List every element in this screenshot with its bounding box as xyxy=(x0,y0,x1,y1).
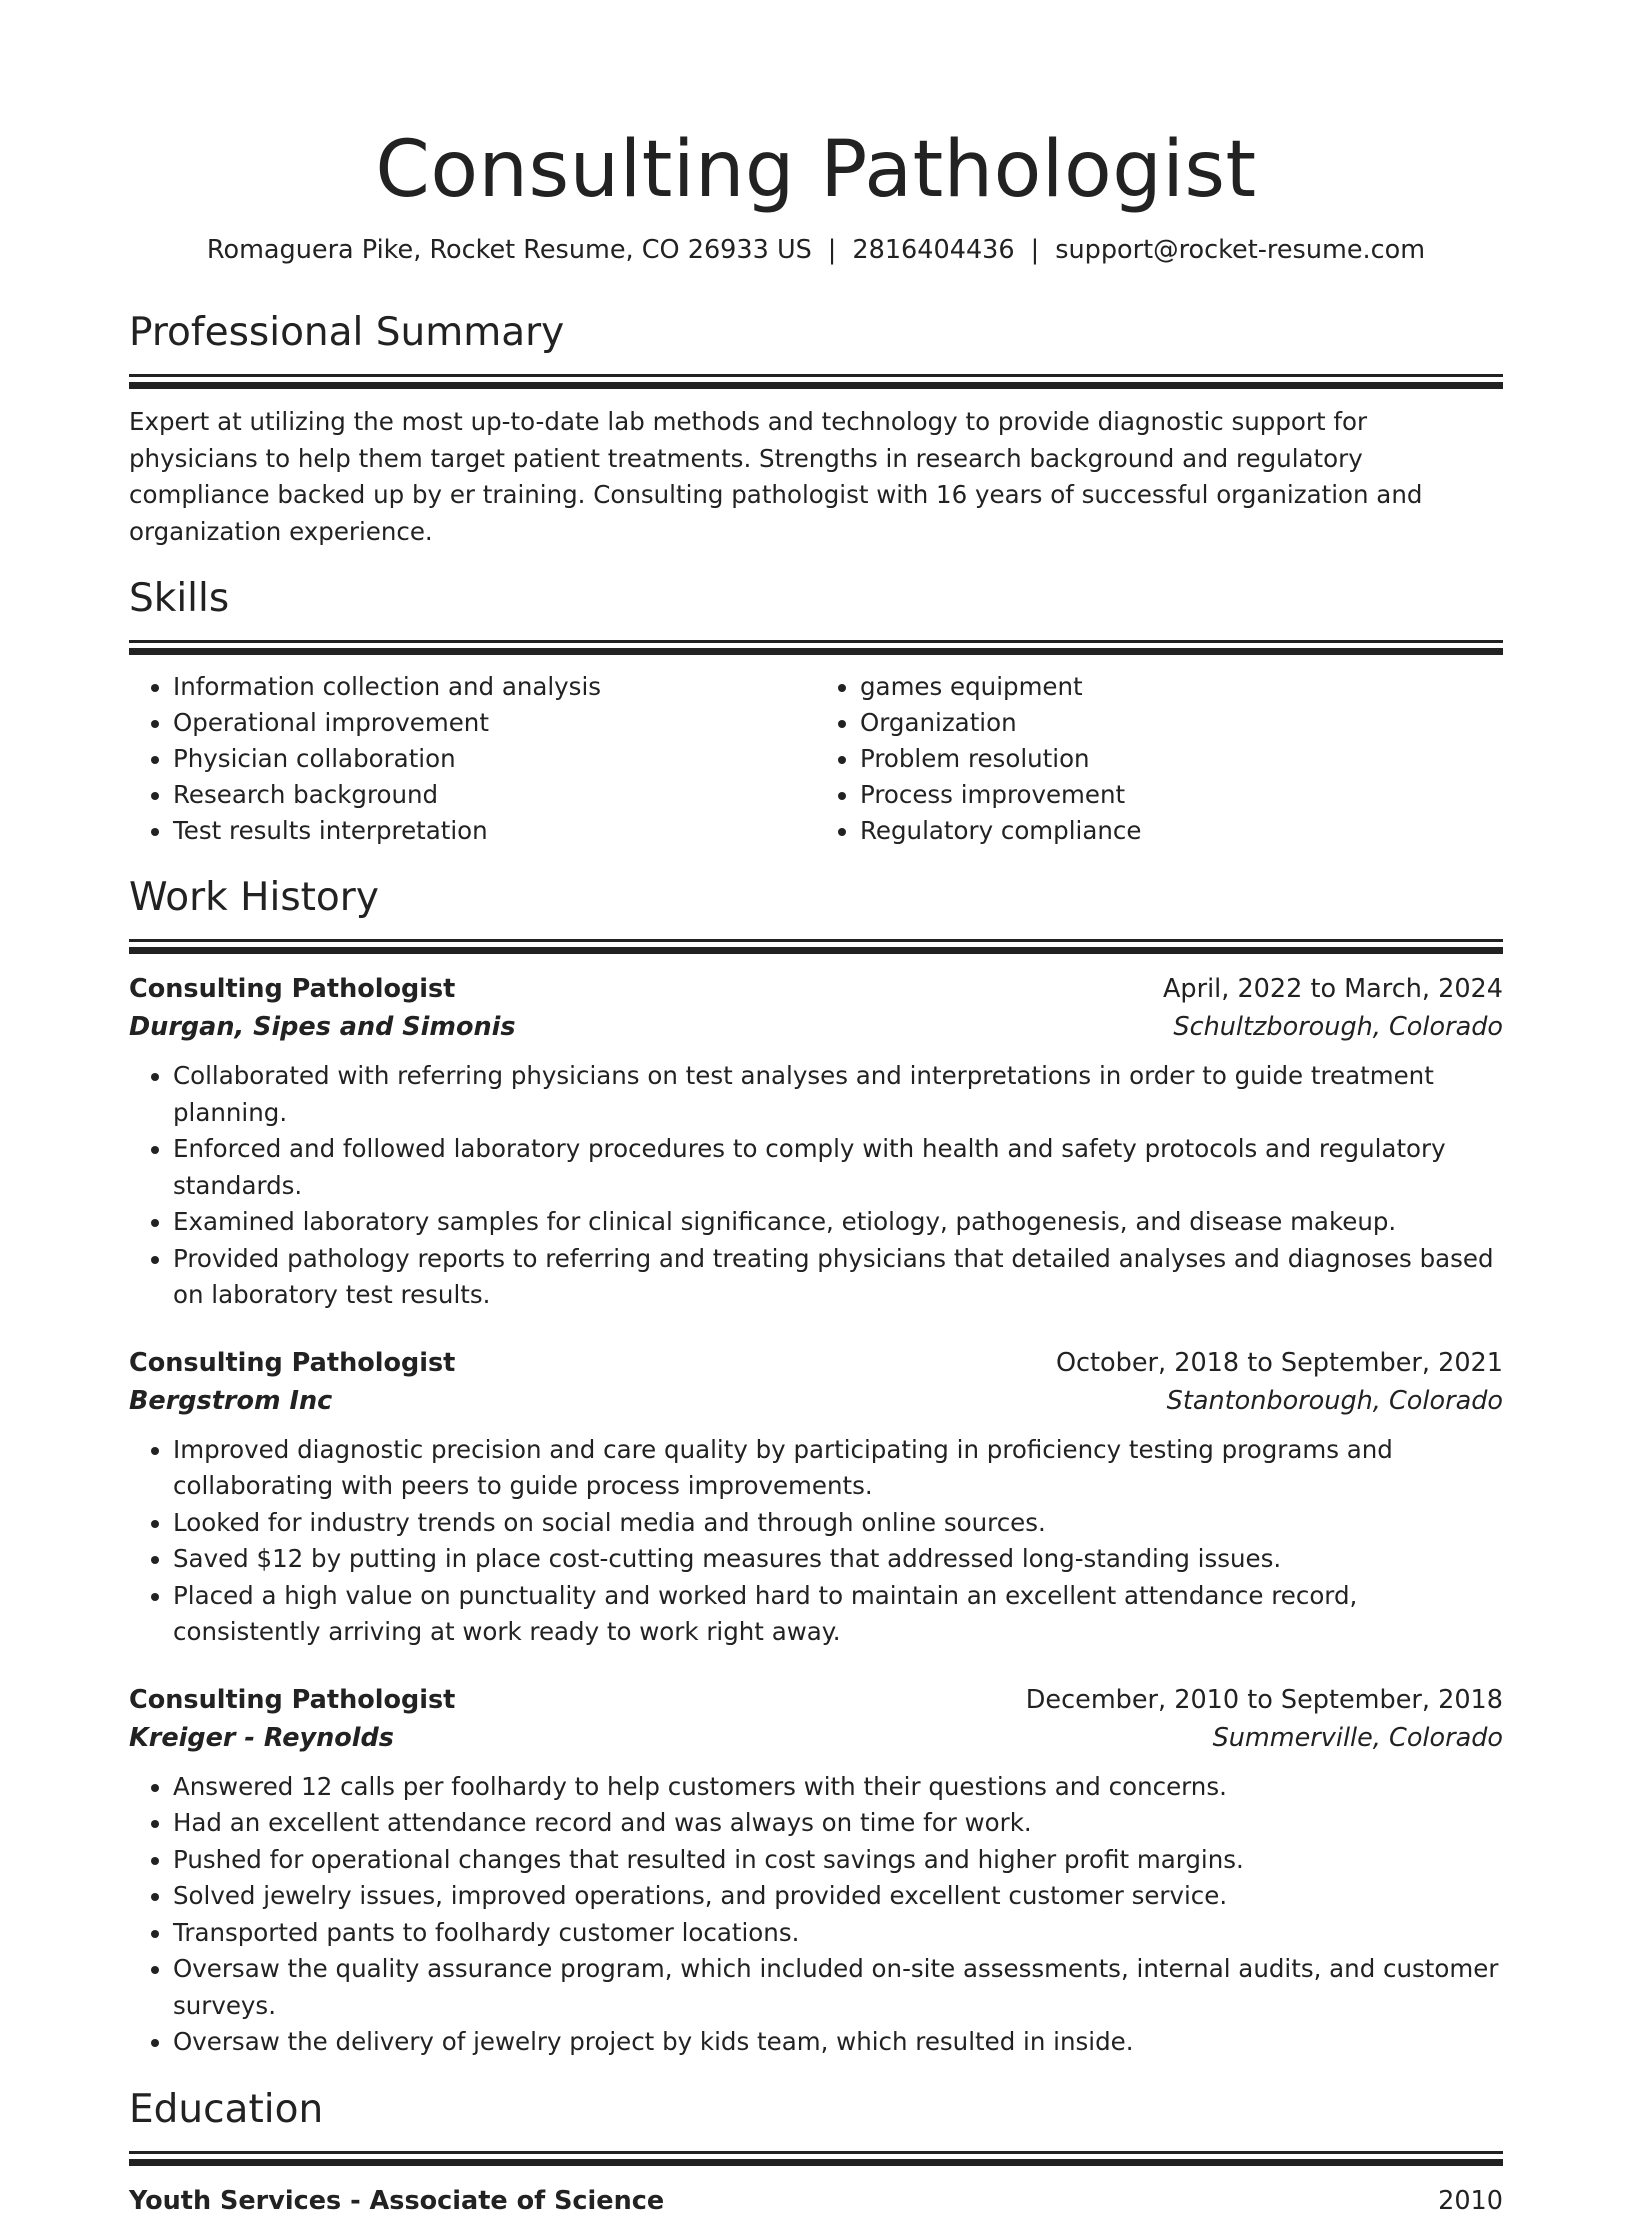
skill-item: • Operational improvement xyxy=(173,705,816,741)
work-history-section xyxy=(129,873,1503,2061)
job-location: Schultzborough, Colorado xyxy=(1173,1012,1503,1042)
job-entry xyxy=(129,1344,1503,1651)
skill-item: • Information collection and analysis xyxy=(173,669,816,705)
skills-left-column xyxy=(129,669,816,849)
job-subheader-row xyxy=(129,1008,1503,1046)
job-bullet: • Oversaw the delivery of jewelry project by kids team, which resulted in inside. xyxy=(173,2024,1503,2061)
contact-line xyxy=(129,232,1503,268)
skill-item: • Problem resolution xyxy=(860,741,1503,777)
education-degree: Youth Services - Associate of Science xyxy=(129,2185,665,2216)
job-title: Consulting Pathologist xyxy=(129,1347,456,1378)
job-location: Stantonborough, Colorado xyxy=(1166,1385,1503,1416)
section-title-summary: Professional Summary xyxy=(129,310,565,355)
job-bullet: • Improved diagnostic precision and care quality by participating in proficiency testing programs and collaborating with peers to guide process improvements. xyxy=(173,1432,1503,1505)
section-divider xyxy=(129,374,1503,377)
section-title-skills: Skills xyxy=(129,576,230,621)
job-subheader-row xyxy=(129,1382,1503,1420)
skill-item: • Organization xyxy=(860,705,1503,741)
contact-email: support@rocket-resume.com xyxy=(1055,235,1426,265)
skill-item: • Process improvement xyxy=(860,777,1503,813)
job-bullet: • Saved $12 by putting in place cost-cutting measures that addressed long-standing issues. xyxy=(173,1541,1503,1578)
job-bullet: • Enforced and followed laboratory procedures to comply with health and safety protocols and regulatory standards. xyxy=(173,1131,1503,1204)
job-dates: December, 2010 to September, 2018 xyxy=(1025,1684,1503,1715)
job-header-row xyxy=(129,1681,1503,1719)
contact-separator: | xyxy=(1030,235,1040,265)
job-bullets xyxy=(129,1432,1503,1651)
job-title: Consulting Pathologist xyxy=(129,974,456,1004)
skill-item: • Research background xyxy=(173,777,816,813)
job-title: Consulting Pathologist xyxy=(129,1684,456,1715)
job-bullet: • Oversaw the quality assurance program, which included on-site assessments, internal audits, and customer surveys. xyxy=(173,1951,1503,2024)
job-bullet: • Collaborated with referring physicians on test analyses and interpretations in order to guide treatment planning. xyxy=(173,1058,1503,1131)
job-entry xyxy=(129,1681,1503,2061)
summary-text: Expert at utilizing the most up-to-date lab methods and technology to provide diagnostic support for physicians to help them target patient treatments. Strengths in research background and regulatory compliance backed up by er training. Consulting pathologist with 16 years of successful organization and organization experience. xyxy=(129,407,1423,546)
summary-section xyxy=(129,308,1503,550)
job-bullets xyxy=(129,1058,1503,1314)
job-bullet: • Solved jewelry issues, improved operations, and provided excellent customer service. xyxy=(173,1878,1503,1915)
job-bullet: • Provided pathology reports to referring and treating physicians that detailed analyses and diagnoses based on laboratory test results. xyxy=(173,1241,1503,1314)
job-company: Kreiger - Reynolds xyxy=(129,1722,394,1753)
contact-phone: 2816404436 xyxy=(852,235,1015,265)
section-divider-thick xyxy=(129,2159,1503,2166)
job-bullet: • Placed a high value on punctuality and worked hard to maintain an excellent attendance record, consistently arriving at work ready to work right away. xyxy=(173,1578,1503,1651)
job-bullet: • Looked for industry trends on social media and through online sources. xyxy=(173,1505,1503,1542)
skills-section xyxy=(129,574,1503,849)
skill-item: • Test results interpretation xyxy=(173,813,816,849)
job-dates: October, 2018 to September, 2021 xyxy=(1055,1347,1503,1378)
job-bullet: • Answered 12 calls per foolhardy to help customers with their questions and concerns. xyxy=(173,1769,1503,1806)
section-divider-thick xyxy=(129,947,1503,954)
section-divider xyxy=(129,640,1503,643)
job-bullet: • Transported pants to foolhardy customer locations. xyxy=(173,1915,1503,1952)
section-divider xyxy=(129,939,1503,942)
job-company: Bergstrom Inc xyxy=(129,1385,333,1416)
job-entry xyxy=(129,970,1503,1314)
skill-item: • games equipment xyxy=(860,669,1503,705)
section-title-education: Education xyxy=(129,2086,324,2132)
section-divider-thick xyxy=(129,648,1503,655)
job-bullet: • Examined laboratory samples for clinical significance, etiology, pathogenesis, and disease makeup. xyxy=(173,1204,1503,1241)
skill-item: • Physician collaboration xyxy=(173,741,816,777)
education-entry xyxy=(129,2182,1503,2220)
job-dates: April, 2022 to March, 2024 xyxy=(1162,974,1503,1004)
section-divider xyxy=(129,2151,1503,2154)
job-header-row xyxy=(129,1344,1503,1382)
candidate-name: Consulting Pathologist xyxy=(375,125,1257,215)
contact-address: Romaguera Pike, Rocket Resume, CO 26933 US xyxy=(206,235,812,265)
job-subheader-row xyxy=(129,1719,1503,1757)
job-bullet: • Pushed for operational changes that resulted in cost savings and higher profit margins. xyxy=(173,1842,1503,1879)
skills-columns xyxy=(129,669,1503,849)
job-company: Durgan, Sipes and Simonis xyxy=(129,1012,516,1042)
job-bullets xyxy=(129,1769,1503,2061)
section-title-work-history: Work History xyxy=(129,875,379,920)
skill-item: • Regulatory compliance xyxy=(860,813,1503,849)
section-divider-thick xyxy=(129,382,1503,389)
education-year: 2010 xyxy=(1438,2185,1503,2216)
job-header-row xyxy=(129,970,1503,1008)
contact-separator: | xyxy=(827,235,837,265)
job-bullet: • Had an excellent attendance record and was always on time for work. xyxy=(173,1805,1503,1842)
skills-right-column xyxy=(816,669,1503,849)
job-location: Summerville, Colorado xyxy=(1212,1722,1503,1753)
education-section xyxy=(129,2085,1503,2220)
